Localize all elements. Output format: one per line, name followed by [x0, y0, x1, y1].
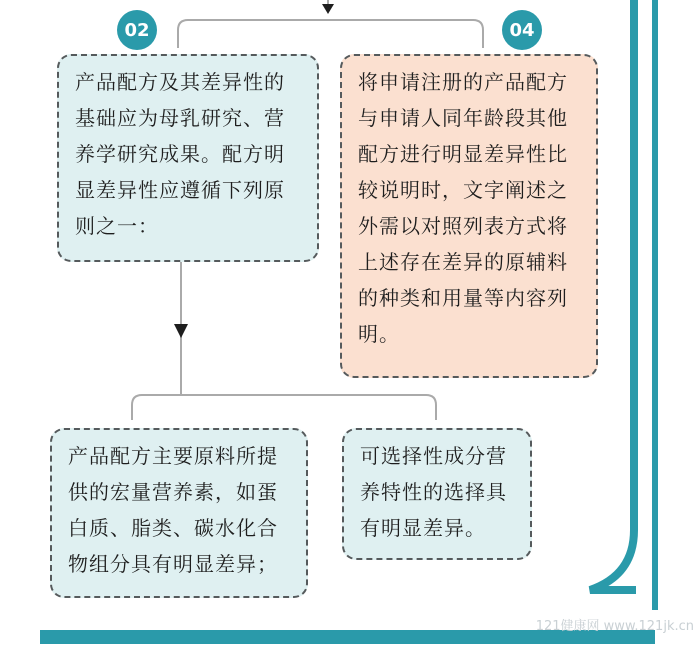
- bracket-top: [178, 20, 483, 48]
- step-badge-04: 04: [502, 10, 542, 50]
- box-02: 产品配方及其差异性的基础应为母乳研究、营养学研究成果。配方明显差异性应遵循下列原则之一：: [57, 54, 319, 262]
- box-macronutrients: 产品配方主要原料所提供的宏量营养素，如蛋白质、脂类、碳水化合物组分具有明显差异；: [50, 428, 308, 598]
- arrow-top-head: [322, 4, 334, 14]
- box-04: 将申请注册的产品配方与申请人同年龄段其他配方进行明显差异性比较说明时，文字阐述之外需以对照列表方式将上述存在差异的原辅料的种类和用量等内容列明。: [340, 54, 598, 378]
- arrow-mid-head: [174, 324, 188, 338]
- box-optional-ingredients: 可选择性成分营养特性的选择具有明显差异。: [342, 428, 532, 560]
- bracket-bottom: [132, 395, 436, 420]
- watermark: 121健康网 www.121jk.cn: [535, 619, 694, 634]
- step-badge-02: 02: [117, 10, 157, 50]
